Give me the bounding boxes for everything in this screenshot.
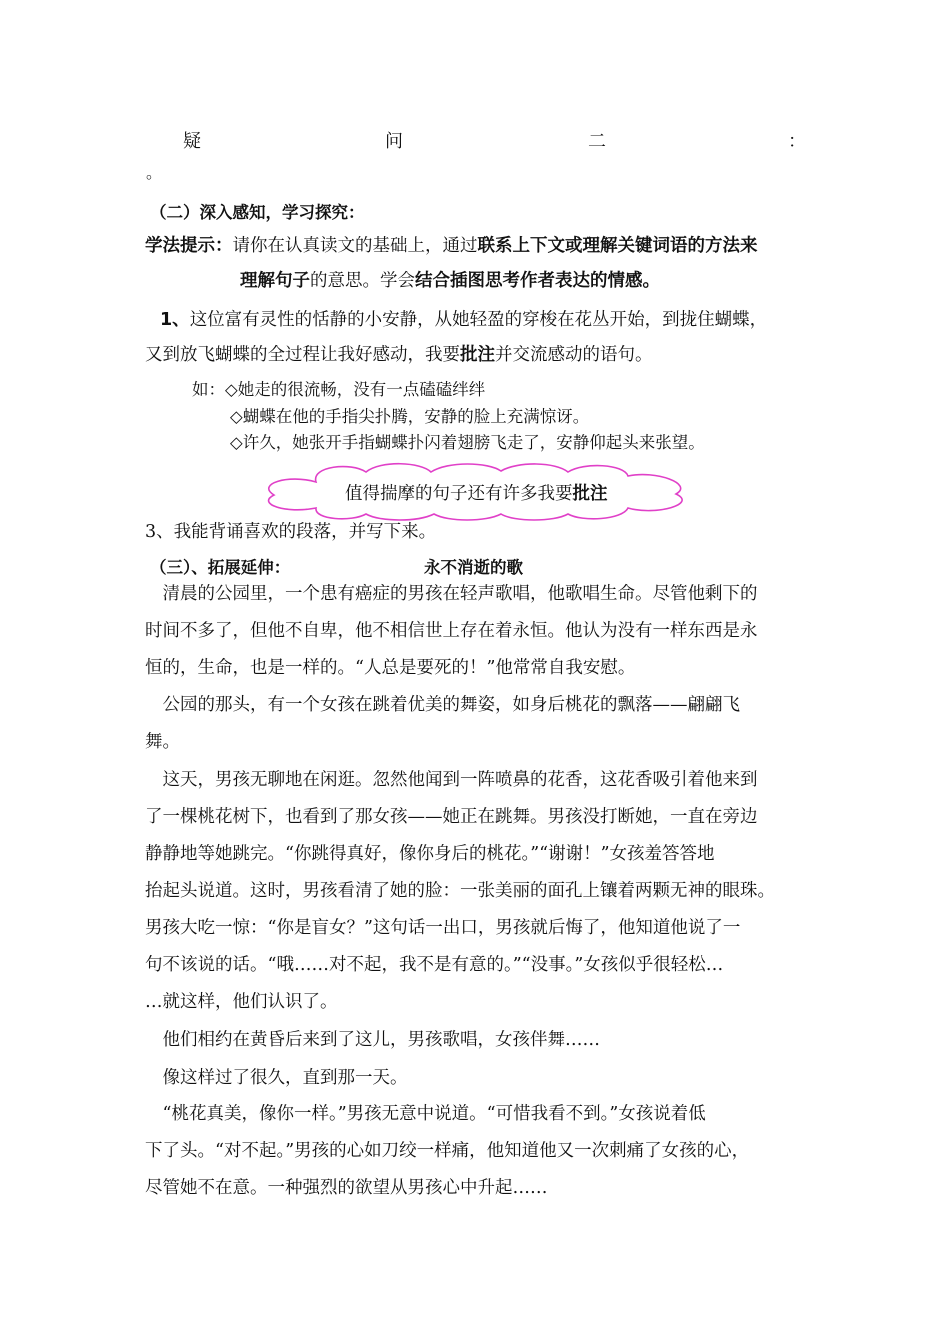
study-hint-line2 [240, 267, 660, 292]
task1-text-1: 这位富有灵性的恬静的小安静，从她轻盈的穿梭在花丛开始，到拢住蝴蝶， [189, 310, 768, 330]
story-line: 清晨的公园里，一个患有癌症的男孩在轻声歌唱，他歌唱生命。尽管他剩下的 [145, 584, 758, 604]
question-char-1: 疑 [183, 131, 201, 152]
section3-heading: （三）、拓展延伸： [150, 558, 291, 577]
question-char-3: 二 [588, 131, 606, 152]
question-period: 。 [146, 163, 163, 182]
story-line: 公园的那头，有一个女孩在跳着优美的舞姿，如身后桃花的飘落——翩翩飞 [145, 695, 740, 715]
story-line: 下了头。“对不起。”男孩的心如刀绞一样痛，他知道他又一次刺痛了女孩的心， [145, 1141, 750, 1161]
task1-line1 [160, 306, 767, 331]
story-line: “桃花真美，像你一样。”男孩无意中说道。“可惜我看不到。”女孩说着低 [145, 1104, 706, 1124]
cloud-text-plain: 值得揣摩的句子还有许多我要 [345, 484, 573, 504]
example-1: 如：◇她走的很流畅，没有一点磕磕绊绊 [192, 380, 486, 399]
hint-bold-1: 联系上下文或理解关键词语的方法来 [477, 236, 758, 256]
story-line: 他们相约在黄昏后来到了这儿，男孩歌唱，女孩伴舞…… [145, 1030, 600, 1050]
section2-heading: （二）深入感知，学习探究： [150, 203, 365, 222]
example-3: ◇许久，她张开手指蝴蝶扑闪着翅膀飞走了，安静仰起头来张望。 [230, 433, 705, 452]
study-hint [145, 232, 758, 257]
story-line: 恒的，生命，也是一样的。“人总是要死的！”他常常自我安慰。 [145, 658, 636, 678]
story-line: 了一棵桃花树下，也看到了那女孩——她正在跳舞。男孩没打断她，一直在旁边 [145, 807, 758, 827]
hint-text-1: 请你在认真读文的基础上，通过 [232, 236, 478, 256]
task3: 3、我能背诵喜欢的段落，并写下来。 [145, 522, 437, 542]
hint-bold-3: 结合插图思考作者表达的情感。 [415, 271, 660, 291]
task1-text-2: 又到放飞蝴蝶的全过程让我好感动，我要 [145, 345, 460, 365]
task1-text-3: 并交流感动的语句。 [495, 345, 653, 365]
cloud-text [345, 480, 608, 505]
story-line: 这天，男孩无聊地在闲逛。忽然他闻到一阵喷鼻的花香，这花香吸引着他来到 [145, 770, 758, 790]
story-line: 舞。 [145, 732, 180, 752]
story-line: 句不该说的话。“哦……对不起，我不是有意的。”“没事。”女孩似乎很轻松… [145, 955, 724, 975]
task1-bold: 批注 [460, 345, 495, 365]
hint-label: 学法提示： [145, 236, 233, 256]
task1-line2 [145, 341, 653, 366]
hint-bold-2: 理解句子 [240, 271, 310, 291]
example-2: ◇蝴蝶在他的手指尖扑腾，安静的脸上充满惊讶。 [230, 407, 590, 426]
story-line: …就这样，他们认识了。 [145, 992, 338, 1012]
story-line: 静静地等她跳完。“你跳得真好，像你身后的桃花。”“谢谢！”女孩羞答答地 [145, 844, 715, 864]
task1-number: 1、 [160, 310, 190, 330]
story-line: 尽管她不在意。一种强烈的欲望从男孩心中升起…… [145, 1178, 548, 1198]
cloud-text-bold: 批注 [572, 484, 608, 504]
hint-text-2: 的意思。学会 [310, 271, 415, 291]
question-colon: ： [788, 131, 806, 152]
story-line: 像这样过了很久，直到那一天。 [145, 1068, 408, 1088]
story-line: 时间不多了，但他不自卑，他不相信世上存在着永恒。他认为没有一样东西是永 [145, 621, 758, 641]
story-line: 抬起头说道。这时，男孩看清了她的脸：一张美丽的面孔上镶着两颗无神的眼珠。 [145, 881, 775, 901]
story-title: 永不消逝的歌 [424, 558, 523, 577]
question-char-2: 问 [385, 131, 403, 152]
story-line: 男孩大吃一惊：“你是盲女？”这句话一出口，男孩就后悔了，他知道他说了一 [145, 918, 741, 938]
